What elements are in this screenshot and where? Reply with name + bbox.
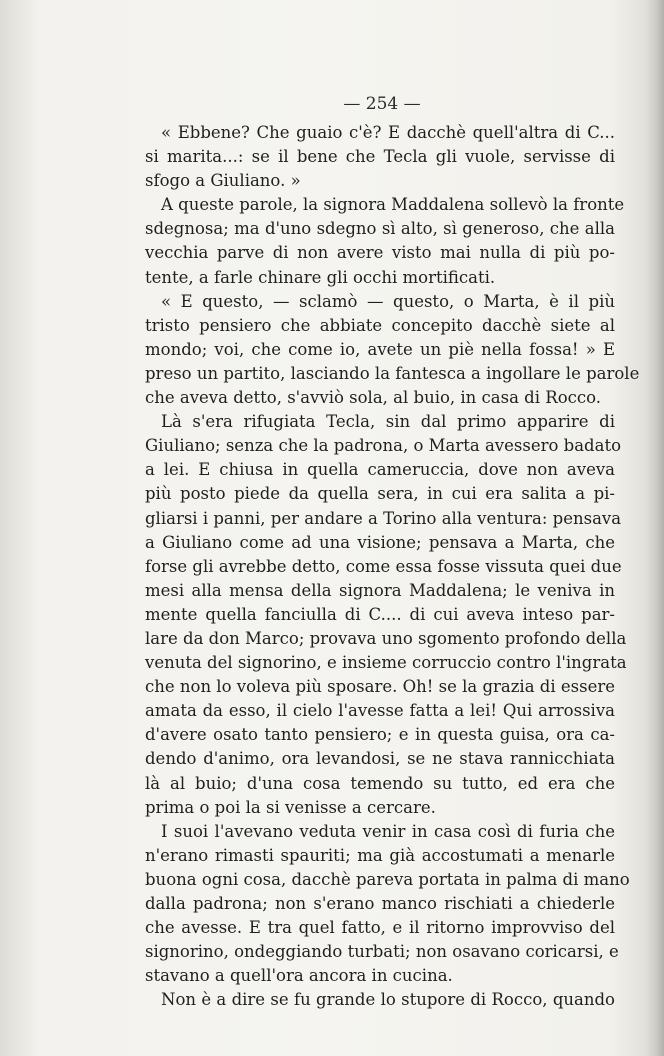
text-line: prima o poi la si venisse a cercare. <box>145 797 436 817</box>
text-line: Giuliano; senza che la padrona, o Marta avessero badato <box>145 436 622 456</box>
page-number: — 254 — <box>343 94 421 114</box>
text-line: lare da don Marco; provava uno sgomento profondo della <box>145 628 627 648</box>
text-line: « E questo, — sclamò — questo, o Marta, è il più <box>161 291 615 311</box>
text-line: Non è a dire se fu grande lo stupore di Rocco, quando <box>161 990 615 1010</box>
text-line: più posto piede da quella sera, in cui era salita a pi- <box>145 484 615 504</box>
text-line: A queste parole, la signora Maddalena sollevò la fronte <box>161 195 625 215</box>
text-line: forse gli avrebbe detto, come essa fosse vissuta quei due <box>145 556 622 576</box>
text-line: mondo; voi, che come io, avete un piè nella fossa! » E <box>145 339 615 359</box>
text-line: buona ogni cosa, dacchè pareva portata in palma di mano <box>145 869 630 889</box>
text-line: mente quella fanciulla di C.... di cui aveva inteso par- <box>145 604 615 624</box>
text-line: vecchia parve di non avere visto mai nulla di più po- <box>145 243 615 263</box>
text-line: « Ebbene? Che guaio c'è? E dacchè quell'altra di C... <box>161 123 615 142</box>
page-body-text <box>145 121 640 1012</box>
text-line: venuta del signorino, e insieme corruccio contro l'ingrata <box>145 653 627 673</box>
text-line: a Giuliano come ad una visione; pensava a Marta, che <box>145 532 615 552</box>
text-line: tente, a farle chinare gli occhi mortificati. <box>145 267 496 287</box>
text-line: I suoi l'avevano veduta venir in casa così di furia che <box>161 821 615 841</box>
text-line: mesi alla mensa della signora Maddalena; le veniva in <box>145 580 615 600</box>
text-line: là al buio; d'una cosa temendo su tutto, ed era che <box>145 773 615 793</box>
text-line: che avesse. E tra quel fatto, e il ritorno improvviso del <box>145 918 615 938</box>
text-line: stavano a quell'ora ancora in cucina. <box>145 966 453 986</box>
text-line: sdegnosa; ma d'uno sdegno sì alto, sì generoso, che alla <box>145 219 615 239</box>
text-line: dendo d'animo, ora levandosi, se ne stava rannicchiata <box>145 749 615 769</box>
page-edge-shadow <box>646 0 664 1056</box>
text-line: tristo pensiero che abbiate concepito dacchè siete al <box>145 315 615 335</box>
text-line: si marita...: se il bene che Tecla gli vuole, servisse di <box>145 147 615 167</box>
text-line: signorino, ondeggiando turbati; non osavano coricarsi, e <box>145 942 619 962</box>
text-line: n'erano rimasti spauriti; ma già accostumati a menarle <box>145 845 615 865</box>
text-line: dalla padrona; non s'erano manco rischiati a chiederle <box>145 894 615 913</box>
text-line: che aveva detto, s'avviò sola, al buio, in casa di Rocco. <box>145 388 601 408</box>
text-line: che non lo voleva più sposare. Oh! se la grazia di essere <box>145 677 615 697</box>
text-line: Là s'era rifugiata Tecla, sin dal primo apparire di <box>161 412 615 432</box>
text-line: a lei. E chiusa in quella cameruccia, dove non aveva <box>145 460 615 480</box>
text-line: preso un partito, lasciando la fantesca a ingollare le parole <box>145 363 640 383</box>
text-line: sfogo a Giuliano. » <box>145 171 301 191</box>
text-line: amata da esso, il cielo l'avesse fatta a lei! Qui arrossiva <box>145 701 615 721</box>
text-line: d'avere osato tanto pensiero; e in questa guisa, ora ca- <box>145 725 615 745</box>
text-line: gliarsi i panni, per andare a Torino alla ventura: pensava <box>145 508 622 528</box>
